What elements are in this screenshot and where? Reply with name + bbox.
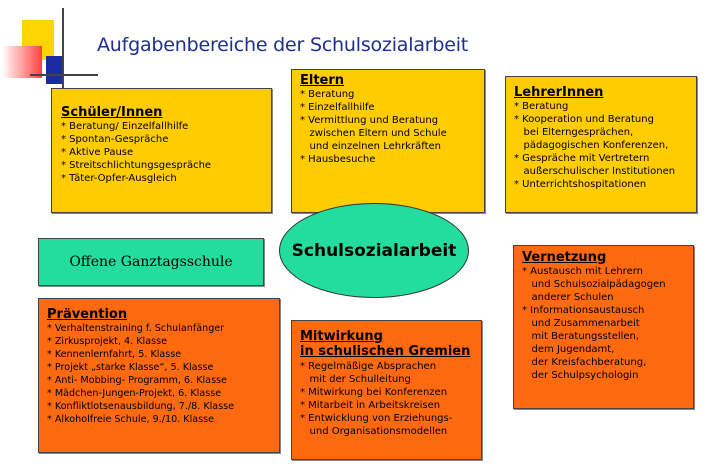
list-item: * Hausbesuche (300, 154, 376, 165)
box-lehrer-list (514, 100, 696, 191)
list-item: und Zusammenarbeit (522, 318, 640, 329)
page-title: Aufgabenbereiche der Schulsozialarbeit (97, 34, 469, 56)
list-item: * Mitarbeit in Arbeitskreisen (300, 400, 441, 411)
list-item: * Projekt „starke Klasse“, 5. Klasse (47, 362, 214, 373)
list-item: * Beratung (300, 89, 355, 100)
list-item: bei Elterngesprächen, (514, 127, 634, 138)
list-item: * Mitwirkung bei Konferenzen (300, 387, 448, 398)
box-schueler-list (61, 120, 271, 185)
box-vernetzung-list (522, 265, 693, 382)
box-ganztag (38, 238, 264, 286)
list-item: * Verhaltenstraining f. Schulanfänger (47, 323, 225, 334)
list-item: * Spontan-Gespräche (61, 134, 169, 145)
list-item: * Streitschlichtungsgespräche (61, 160, 212, 171)
list-item: und Schulsozialpädagogen (522, 279, 666, 290)
list-item: * Alkoholfreie Schule, 9./10. Klasse (47, 414, 215, 425)
list-item: * Kennenlernfahrt, 5. Klasse (47, 349, 182, 360)
box-mitwirkung-heading-2: in schulischen Gremien (300, 344, 471, 359)
list-item: anderer Schulen (522, 292, 614, 303)
list-item: pädagogischen Konferenzen, (514, 140, 669, 151)
list-item: * Entwicklung von Erziehungs- (300, 413, 453, 424)
list-item: zwischen Eltern und Schule (300, 128, 447, 139)
list-item: * Mädchen-Jungen-Projekt, 6. Klasse (47, 388, 222, 399)
center-ellipse (279, 203, 469, 298)
box-praevention-heading: Prävention (47, 307, 128, 322)
list-item: und Organisationsmodellen (300, 426, 448, 437)
list-item: und einzelnen Lehrkräften (300, 141, 441, 152)
list-item: * Beratung/ Einzelfallhilfe (61, 121, 189, 132)
decor-vertical-line (62, 8, 64, 96)
box-lehrer-heading: LehrerInnen (514, 85, 604, 100)
corner-decoration (0, 0, 100, 100)
box-praevention-list (47, 322, 279, 426)
box-eltern-list (300, 88, 484, 166)
list-item: * Anti- Mobbing- Programm, 6. Klasse (47, 375, 227, 386)
list-item: * Regelmäßige Absprachen (300, 361, 437, 372)
list-item: * Gespräche mit Vertretern (514, 153, 650, 164)
list-item: * Kooperation und Beratung (514, 114, 654, 125)
ganztag-label: Offene Ganztagsschule (69, 254, 233, 270)
box-eltern (291, 69, 485, 213)
decor-horizontal-line (30, 74, 98, 76)
box-schueler-heading: Schüler/Innen (61, 105, 163, 120)
box-mitwirkung-heading-1: Mitwirkung (300, 329, 383, 344)
list-item: mit der Schulleitung (300, 374, 411, 385)
box-vernetzung-heading: Vernetzung (522, 250, 607, 265)
list-item: * Täter-Opfer-Ausgleich (61, 173, 177, 184)
box-eltern-heading: Eltern (300, 73, 345, 88)
list-item: der Schulpsychologin (522, 370, 639, 381)
box-lehrer (505, 76, 697, 213)
box-vernetzung (513, 245, 694, 409)
list-item: * Unterrichtshospitationen (514, 179, 647, 190)
list-item: * Aktive Pause (61, 147, 134, 158)
list-item: der Kreisfachberatung, (522, 357, 647, 368)
list-item: * Austausch mit Lehrern (522, 266, 644, 277)
list-item: mit Beratungsstellen, (522, 331, 640, 342)
list-item: * Beratung (514, 101, 569, 112)
box-praevention (38, 298, 280, 453)
list-item: * Informationsaustausch (522, 305, 645, 316)
center-label: Schulsozialarbeit (291, 240, 457, 261)
box-mitwirkung (291, 320, 482, 460)
list-item: außerschulischer Institutionen (514, 166, 676, 177)
list-item: * Vermittlung und Beratung (300, 115, 439, 126)
box-mitwirkung-list (300, 360, 481, 438)
list-item: * Zirkusprojekt, 4. Klasse (47, 336, 167, 347)
list-item: dem Jugendamt, (522, 344, 615, 355)
list-item: * Einzelfallhilfe (300, 102, 375, 113)
list-item: * Konfliktlotsenausbildung, 7./8. Klasse (47, 401, 235, 412)
box-schueler (51, 88, 272, 213)
